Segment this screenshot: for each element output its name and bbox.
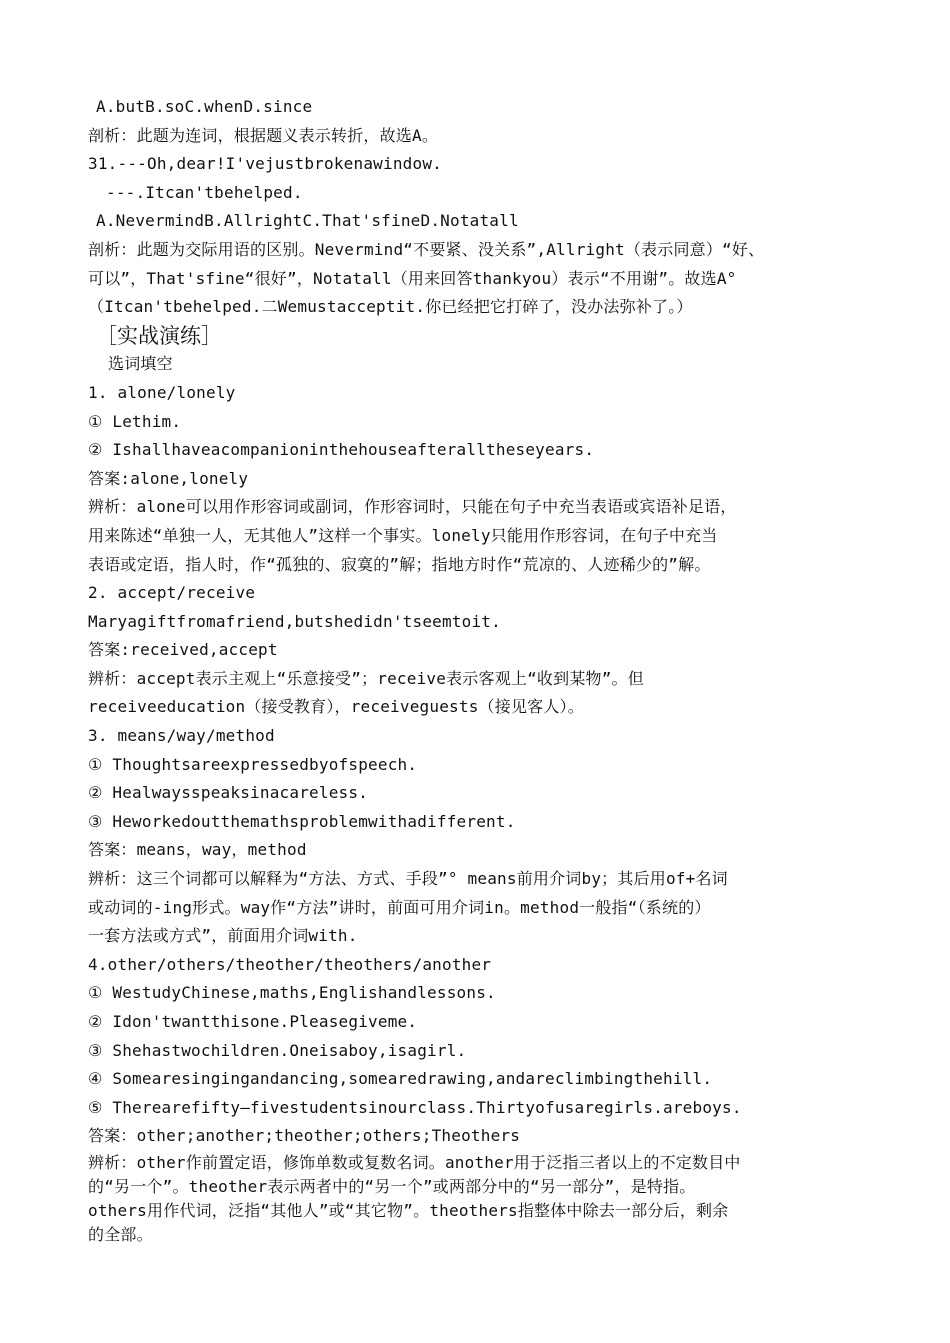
text-line: 答案：other;another;theother;others;Theothers xyxy=(88,1126,521,1146)
text-line: 用来陈述“单独一人，无其他人”这样一个事实。lonely只能用作形容词，在句子中充当 xyxy=(88,525,718,545)
text-line: 辨析：other作前置定语，修饰单数或复数名词。another用于泛指三者以上的不定数目中 xyxy=(88,1152,741,1172)
text-line: 31.---Oh,dear!I'vejustbrokenawindow. xyxy=(88,154,442,174)
text-line: ③ Shehastwochildren.Oneisaboy,isagirl. xyxy=(88,1040,467,1060)
text-line: ② Idon'twantthisone.Pleasegiveme. xyxy=(88,1012,418,1031)
text-line: 或动词的-ing形式。way作“方法”讲时，前面可用介词in。method一般指“（系统的） xyxy=(88,897,711,917)
text-line: 的全部。 xyxy=(88,1224,153,1244)
text-line: 答案：means，way，method xyxy=(88,840,307,860)
text-line: ① WestudyChinese,maths,Englishandlessons. xyxy=(88,983,496,1003)
section-title: ［实战演练］ xyxy=(96,323,222,348)
text-line: 4.other/others/theother/theothers/another xyxy=(88,954,492,974)
text-line: 可以”，That'sfine“很好”，Notatall（用来回答thankyou）表示“不用谢”。故选A° xyxy=(88,268,737,288)
text-line: 一套方法或方式”，前面用介词with. xyxy=(88,926,358,946)
text-line: 2. accept/receive xyxy=(88,583,256,603)
text-line: 辨析：这三个词都可以解释为“方法、方式、手段”° means前用介词by；其后用of+名词 xyxy=(88,869,728,889)
text-line: 的“另一个”。theother表示两者中的“另一个”或两部分中的“另一部分”，是特指。 xyxy=(88,1176,696,1196)
text-line: ① Lethim. xyxy=(88,411,182,431)
text-line: ③ Heworkedoutthemathsproblemwithadifferent. xyxy=(88,811,516,831)
text-line: 3. means/way/method xyxy=(88,726,275,746)
text-line: others用作代词，泛指“其他人”或“其它物”。theothers指整体中除去一部分后，剩余 xyxy=(88,1200,729,1220)
text-line: ② Ishallhaveacompanioninthehouseafteralltheseyears. xyxy=(88,440,595,460)
text-line: A.butB.soC.whenD.since xyxy=(96,97,313,116)
text-line: ④ Somearesingingandancing,somearedrawing,andareclimbingthehill. xyxy=(88,1069,713,1089)
text-line: 剖析：此题为交际用语的区别。Nevermind“不要紧、没关系”,Allright（表示同意）“好、 xyxy=(88,239,765,259)
text-line: Maryagiftfromafriend,butshedidn'tseemtoit. xyxy=(88,611,501,631)
text-line: ⑤ Therearefifty—fivestudentsinourclass.Thirtyofusaregirls.areboys. xyxy=(88,1097,742,1117)
text-line: 答案:received,accept xyxy=(88,640,278,660)
text-line: 选词填空 xyxy=(108,354,173,374)
text-line: A.NevermindB.AllrightC.That'sfineD.Notatall xyxy=(96,211,519,231)
text-line: 表语或定语，指人时，作“孤独的、寂寞的”解；指地方时作“荒凉的、人迹稀少的”解。 xyxy=(88,554,711,574)
text-line: receiveeducation（接受教育），receiveguests（接见客人）。 xyxy=(88,697,584,717)
text-line: 辨析：alone可以用作形容词或副词，作形容词时，只能在句子中充当表语或宾语补足语， xyxy=(88,497,737,517)
text-line: 答案:alone,lonely xyxy=(88,468,249,488)
text-line: （Itcan'tbehelped.二Wemustacceptit.你已经把它打碎了，没办法弥补了。） xyxy=(88,297,693,317)
explanation-block xyxy=(88,1151,890,1247)
text-line: 1. alone/lonely xyxy=(88,382,236,402)
exercise-block xyxy=(88,350,890,1151)
text-line: ② Healwaysspeaksinacareless. xyxy=(88,783,369,803)
previous-question-block xyxy=(88,93,890,322)
text-line: ---.Itcan'tbehelped. xyxy=(106,182,303,202)
text-line: ① Thoughtsareexpressedbyofspeech. xyxy=(88,754,418,774)
text-line: 剖析：此题为连词，根据题义表示转折，故选A。 xyxy=(88,125,439,145)
text-line: 辨析：accept表示主观上“乐意接受”；receive表示客观上“收到某物”。但 xyxy=(88,668,644,688)
